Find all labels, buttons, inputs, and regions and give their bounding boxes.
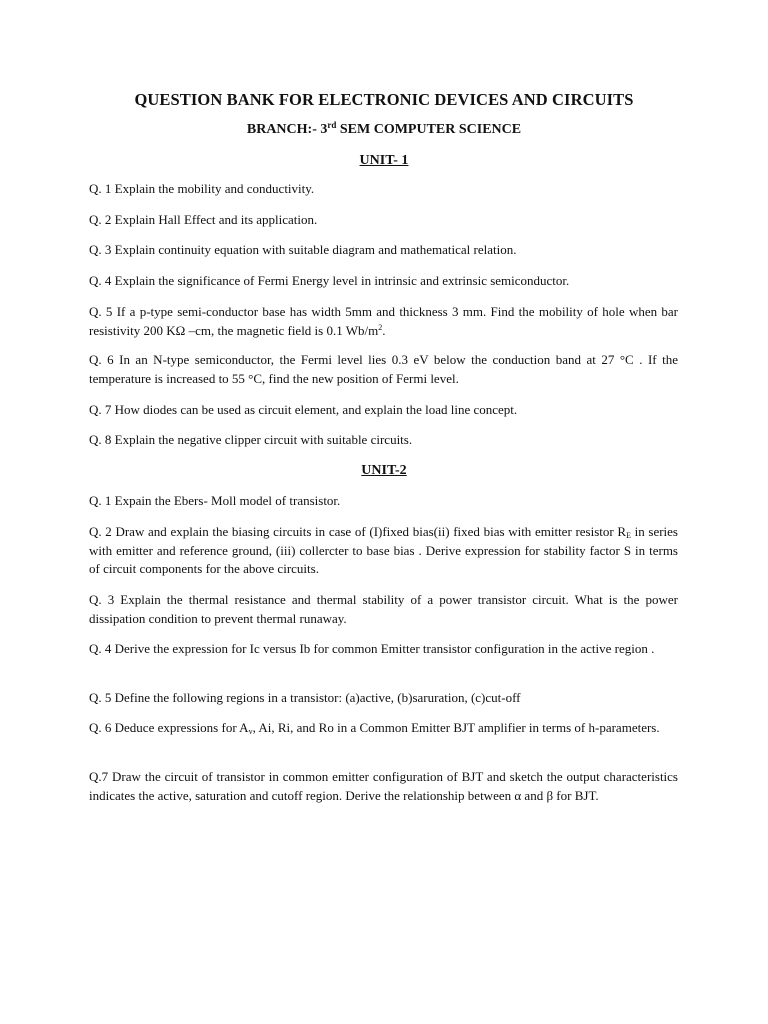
unit2-question-1: Q. 1 Expain the Ebers- Moll model of transistor. xyxy=(89,493,341,508)
unit1-heading: UNIT- 1 xyxy=(359,153,409,168)
unit1-question-1: Q. 1 Explain the mobility and conductivity. xyxy=(89,181,315,196)
unit1-question-5-sup: 2 xyxy=(378,322,383,332)
unit1-question-7: Q. 7 How diodes can be used as circuit element, and explain the load line concept. xyxy=(89,402,518,417)
unit1-question-5-end: . xyxy=(382,322,386,338)
unit2-question-4: Q. 4 Derive the expression for Ic versus Ib for common Emitter transistor configuration in the active region . xyxy=(89,641,655,656)
branch-line xyxy=(0,122,768,138)
unit2-question-6-before: Q. 6 Deduce expressions for A xyxy=(89,720,249,735)
unit1-question-4: Q. 4 Explain the significance of Fermi Energy level in intrinsic and extrinsic semiconductor. xyxy=(89,273,570,288)
unit2-question-2 xyxy=(89,523,678,579)
unit2-question-7: Q.7 Draw the circuit of transistor in common emitter configuration of BJT and sketch the output characteristics indicates the active, saturation and cutoff region. Derive the relationship between α and β for BJT. xyxy=(89,769,678,803)
unit1-question-5-text: Q. 5 If a p-type semi-conductor base has width 5mm and thickness 3 mm. Find the mobility of hole when bar resistivity 200 KΩ –cm, the magnetic field is 0.1 Wb/m xyxy=(89,304,678,338)
unit2-question-3: Q. 3 Explain the thermal resistance and thermal stability of a power transistor circuit. What is the power dissipation condition to prevent thermal runaway. xyxy=(89,592,678,626)
unit2-question-5: Q. 5 Define the following regions in a transistor: (a)active, (b)saruration, (c)cut-off xyxy=(89,690,521,705)
unit2-heading: UNIT-2 xyxy=(361,463,407,478)
branch-ordinal: rd xyxy=(327,120,337,130)
unit1-question-8: Q. 8 Explain the negative clipper circuit with suitable circuits. xyxy=(89,432,413,447)
unit2-question-2-sub: E xyxy=(626,531,631,540)
unit1-question-5 xyxy=(89,303,678,340)
document-title: QUESTION BANK FOR ELECTRONIC DEVICES AND CIRCUITS xyxy=(134,90,634,109)
unit1-question-2: Q. 2 Explain Hall Effect and its application. xyxy=(89,212,318,227)
unit2-question-6-after: , Ai, Ri, and Ro in a Common Emitter BJT amplifier in terms of h-parameters. xyxy=(252,720,660,735)
unit2-question-6-sub: v xyxy=(248,727,253,736)
branch-prefix: BRANCH:- 3 xyxy=(246,122,328,137)
unit1-question-6: Q. 6 In an N-type semiconductor, the Fermi level lies 0.3 eV below the conduction band at 27 °C . If the temperature is increased to 55 °C, find the new position of Fermi level. xyxy=(89,352,678,386)
branch-suffix: SEM COMPUTER SCIENCE xyxy=(336,122,522,137)
unit2-question-6 xyxy=(89,719,678,738)
unit2-question-2-before: Q. 2 Draw and explain the biasing circuits in case of (I)fixed bias(ii) fixed bias with emitter resistor R xyxy=(89,524,627,539)
unit2-question-2-after: in series with emitter and reference ground, (iii) collercter to base bias . Derive expression for stability factor S in terms of circuit components for the above circuits. xyxy=(89,524,678,576)
unit1-question-3: Q. 3 Explain continuity equation with suitable diagram and mathematical relation. xyxy=(89,242,517,257)
